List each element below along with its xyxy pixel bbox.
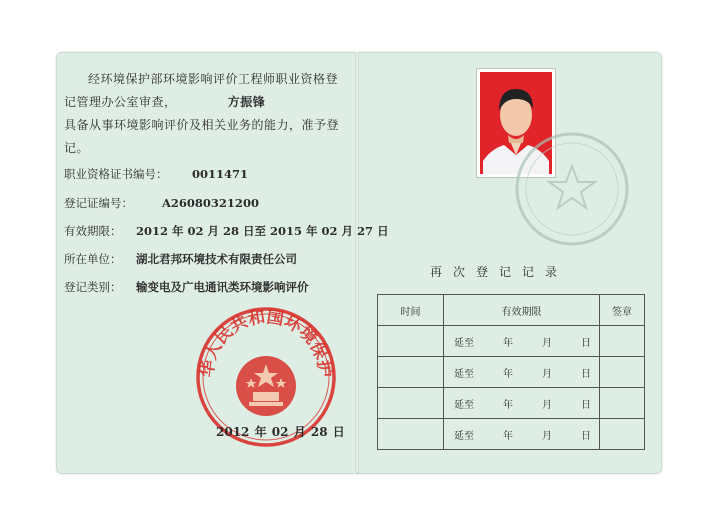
- signature-cell[interactable]: [600, 326, 645, 357]
- month-unit: 月: [542, 430, 552, 442]
- intro-text-1: 经环境保护部环境影响评价工程师职业资格登记管理办公室审查，: [64, 72, 339, 109]
- month-unit: 月: [542, 337, 552, 349]
- year-unit: 年: [503, 399, 513, 411]
- field-value: 输变电及广电通讯类环境影响评价: [136, 280, 309, 294]
- field-label: 职业资格证书编号：: [64, 167, 168, 181]
- issue-month-unit: 月: [293, 425, 306, 439]
- day-unit: 日: [581, 399, 591, 411]
- signature-cell[interactable]: [600, 388, 645, 419]
- day-unit: 日: [581, 430, 591, 442]
- field-label: 登记证编号：: [64, 196, 133, 210]
- book-spine: [355, 52, 359, 472]
- validity-cell[interactable]: [444, 419, 600, 450]
- validity-cell[interactable]: [444, 326, 600, 357]
- extend-prefix: 延至: [454, 430, 474, 442]
- seal-text: 华人民共和国环境保护: [197, 307, 335, 379]
- field-row: [64, 223, 389, 239]
- time-cell[interactable]: [378, 419, 444, 450]
- month-unit: 月: [542, 399, 552, 411]
- field-value: 0011471: [192, 167, 249, 181]
- intro-text-2: 具备从事环境影响评价及相关业务的能力，准予登记。: [64, 118, 340, 155]
- field-value: 湖北君邦环境技术有限责任公司: [136, 252, 297, 266]
- time-cell[interactable]: [378, 388, 444, 419]
- day-unit: 日: [581, 337, 591, 349]
- field-label: 登记类别：: [64, 280, 122, 294]
- renewal-table: [377, 294, 645, 450]
- issue-day: 28: [310, 425, 328, 439]
- validity-cell[interactable]: [444, 357, 600, 388]
- field-row: [64, 279, 309, 295]
- table-row: [378, 388, 645, 419]
- table-row: [378, 357, 645, 388]
- year-unit: 年: [503, 368, 513, 380]
- validity-cell[interactable]: [444, 388, 600, 419]
- header-signature: 签章: [600, 295, 645, 326]
- issue-day-unit: 日: [332, 425, 345, 439]
- table-header-row: [378, 295, 645, 326]
- field-row: [64, 251, 297, 267]
- field-label: 有效期限：: [64, 224, 122, 238]
- time-cell[interactable]: [378, 357, 444, 388]
- field-value: A26080321200: [162, 196, 259, 210]
- field-value: 2012 年 02 月 28 日至 2015 年 02 月 27 日: [136, 224, 389, 238]
- month-unit: 月: [542, 368, 552, 380]
- field-row: [64, 195, 259, 211]
- year-unit: 年: [503, 337, 513, 349]
- faint-seal-watermark: [513, 130, 631, 248]
- signature-cell[interactable]: [600, 419, 645, 450]
- field-label: 所在单位：: [64, 252, 122, 266]
- time-cell[interactable]: [378, 326, 444, 357]
- extend-prefix: 延至: [454, 337, 474, 349]
- field-row: [64, 166, 248, 182]
- table-row: [378, 419, 645, 450]
- issue-year: 2012: [216, 425, 250, 439]
- issue-month: 02: [271, 425, 289, 439]
- header-validity: 有效期限: [444, 295, 600, 326]
- issue-date: [216, 423, 346, 440]
- extend-prefix: 延至: [454, 368, 474, 380]
- holder-name: 方振锋: [227, 95, 266, 109]
- year-unit: 年: [503, 430, 513, 442]
- day-unit: 日: [581, 368, 591, 380]
- signature-cell[interactable]: [600, 357, 645, 388]
- intro-paragraph: [64, 68, 348, 160]
- renewal-title: 再次登记记录: [430, 265, 569, 279]
- table-row: [378, 326, 645, 357]
- extend-prefix: 延至: [454, 399, 474, 411]
- header-time: 时间: [378, 295, 444, 326]
- issue-year-unit: 年: [254, 425, 267, 439]
